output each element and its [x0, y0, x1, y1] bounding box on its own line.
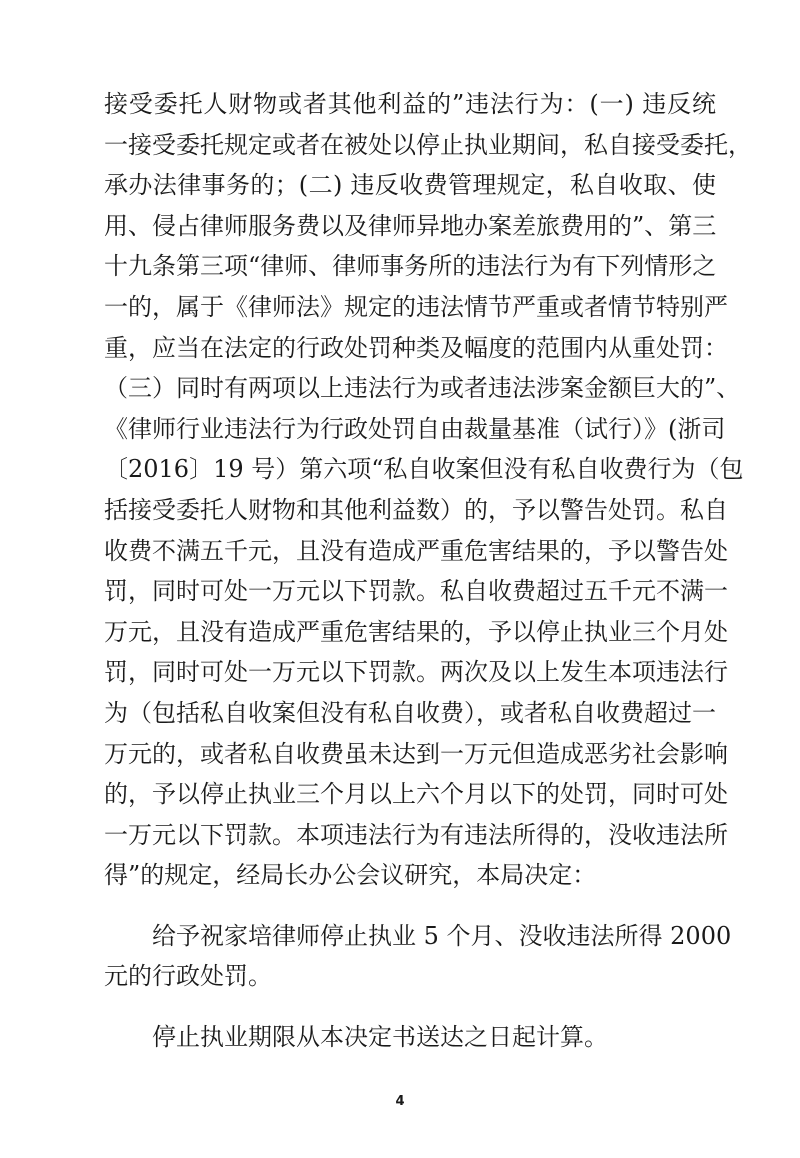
- text-line: 收费不满五千元，且没有造成严重危害结果的，予以警告处: [104, 536, 728, 565]
- text-line: 为（包括私自收案但没有私自收费），或者私自收费超过一: [104, 698, 716, 727]
- text-line: 一的，属于《律师法》规定的违法情节严重或者情节特别严: [104, 292, 728, 321]
- paragraph-effective-date: [104, 1017, 716, 1058]
- text-line: 重，应当在法定的行政处罚种类及幅度的范围内从重处罚：: [104, 333, 728, 362]
- text-line: 的，予以停止执业三个月以上六个月以下的处罚，同时可处: [104, 780, 728, 809]
- text-line: 给予祝家培律师停止执业 5 个月、没收违法所得 2000: [152, 921, 732, 950]
- text-line: 万元，且没有造成严重危害结果的，予以停止执业三个月处: [104, 617, 728, 646]
- text-line: 罚，同时可处一万元以下罚款。两次及以上发生本项违法行: [104, 658, 728, 687]
- text-line: 一接受委托规定或者在被处以停止执业期间，私自接受委托，: [104, 130, 752, 159]
- text-line: 括接受委托人财物和其他利益数）的，予以警告处罚。私自: [104, 495, 728, 524]
- text-line: 十九条第三项“律师、律师事务所的违法行为有下列情形之: [104, 252, 717, 281]
- paragraph-decision: [104, 916, 732, 997]
- text-line: 承办法律事务的；(二) 违反收费管理规定，私自收取、使: [104, 171, 716, 200]
- text-line: 元的行政处罚。: [104, 962, 272, 991]
- document-body: [104, 84, 752, 1058]
- text-line: 〔2016〕19 号）第六项“私自收案但没有私自收费行为（包: [104, 455, 744, 484]
- text-line: （三）同时有两项以上违法行为或者违法涉案金额巨大的”、: [104, 374, 741, 403]
- text-line: 一万元以下罚款。本项违法行为有违法所得的，没收违法所: [104, 820, 728, 849]
- text-line: 停止执业期限从本决定书送达之日起计算。: [152, 1023, 608, 1052]
- page-number: 4: [395, 1094, 405, 1109]
- text-line: 《律师行业违法行为行政处罚自由裁量基准（试行）》(浙司: [104, 414, 726, 443]
- text-line: 罚，同时可处一万元以下罚款。私自收费超过五千元不满一: [104, 577, 728, 606]
- text-line: 接受委托人财物或者其他利益的”违法行为：(一) 违反统: [104, 90, 716, 118]
- text-line: 得”的规定，经局长办公会议研究，本局决定：: [104, 861, 597, 890]
- text-line: 用、侵占律师服务费以及律师异地办案差旅费用的”、第三: [104, 211, 717, 240]
- text-line: 万元的，或者私自收费虽未达到一万元但造成恶劣社会影响: [104, 739, 728, 768]
- paragraph-spacing: [104, 997, 716, 1017]
- paragraph-continued: [104, 84, 752, 896]
- paragraph-spacing: [104, 896, 716, 916]
